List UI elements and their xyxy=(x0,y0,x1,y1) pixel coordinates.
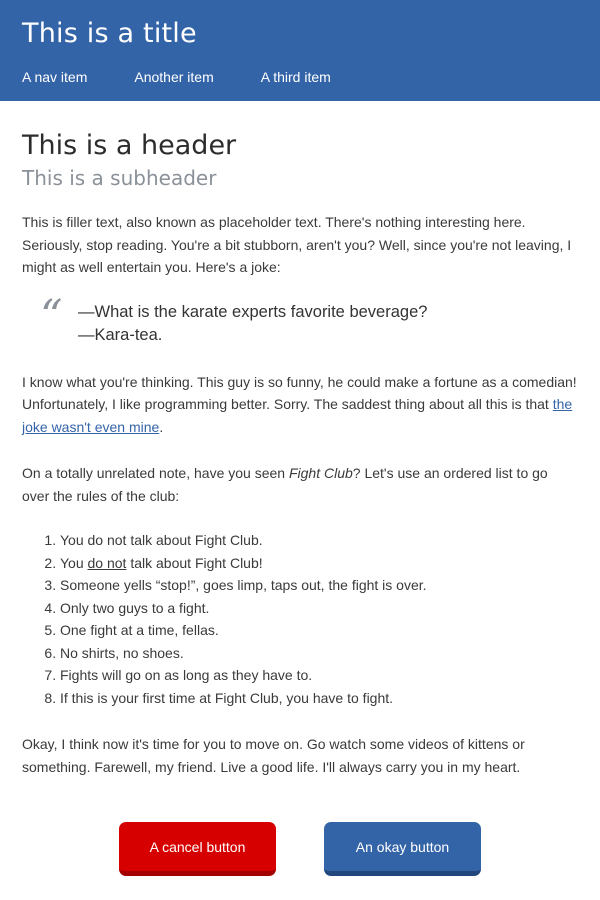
main-nav xyxy=(22,68,578,86)
rule-item-1: 1. You do not talk about Fight Club. xyxy=(60,529,578,552)
cancel-button[interactable]: A cancel button xyxy=(119,822,276,876)
nav-item-3[interactable]: A third item xyxy=(260,69,331,85)
rule-item-4: 4. Only two guys to a fight. xyxy=(60,597,578,620)
farewell-paragraph: Okay, I think now it's time for you to move on. Go watch some videos of kittens or something. Farewell, my friend. Live a good life. I'll always carry you in my heart. xyxy=(22,736,525,775)
rule-item-8: 8. If this is your first time at Fight Club, you have to fight. xyxy=(60,687,578,710)
fight-club-title: Fight Club xyxy=(288,465,353,481)
rule-item-7: 7. Fights will go on as long as they have to. xyxy=(60,664,578,687)
rule-2-after: talk about Fight Club! xyxy=(126,554,263,571)
quote-line-1: —What is the karate experts favorite beverage? xyxy=(78,302,428,321)
quote-mark-icon: “ xyxy=(40,290,63,342)
nav-item-1[interactable]: A nav item xyxy=(22,69,88,85)
rule-item-6: 6. No shirts, no shoes. xyxy=(60,642,578,665)
page-subheader: This is a subheader xyxy=(22,166,217,190)
joke-quote xyxy=(22,290,578,347)
fight-club-after: ? Let's use an ordered list to go over the rules of the club: xyxy=(22,465,548,504)
rule-item-3: 3. Someone yells “stop!”, goes limp, taps out, the fight is over. xyxy=(60,574,578,597)
page-header: This is a header xyxy=(22,130,237,161)
rules-list xyxy=(22,529,578,709)
main-content xyxy=(0,129,600,876)
intro-paragraph: This is filler text, also known as placeholder text. There's nothing interesting here. Seriously, stop reading. You're a bit stubborn, aren't you? Well, since you're not leaving, I might as well entertain you. Here's a joke: xyxy=(22,214,572,275)
comedian-paragraph xyxy=(22,371,578,439)
rule-item-2 xyxy=(60,552,578,575)
comedian-end: . xyxy=(159,418,164,435)
rule-2-underline: do not xyxy=(87,554,127,571)
quote-line-2: —Kara-tea. xyxy=(78,325,163,344)
rule-item-5: 5. One fight at a time, fellas. xyxy=(60,619,578,642)
fight-club-before: On a totally unrelated note, have you seen xyxy=(22,465,289,481)
nav-item-2[interactable]: Another item xyxy=(134,69,214,85)
fight-club-paragraph xyxy=(22,462,578,507)
okay-button[interactable]: An okay button xyxy=(324,822,481,876)
button-row xyxy=(22,822,578,876)
site-title: This is a title xyxy=(22,18,197,49)
top-bar xyxy=(0,0,600,101)
comedian-text: I know what you're thinking. This guy is so funny, he could make a fortune as a comedian! Unfortunately, I like programming better. Sorry. The saddest thing about all this is that xyxy=(22,373,577,412)
rule-2-before: You xyxy=(60,554,88,571)
joke-source-link[interactable]: the joke wasn't even mine xyxy=(22,396,573,435)
